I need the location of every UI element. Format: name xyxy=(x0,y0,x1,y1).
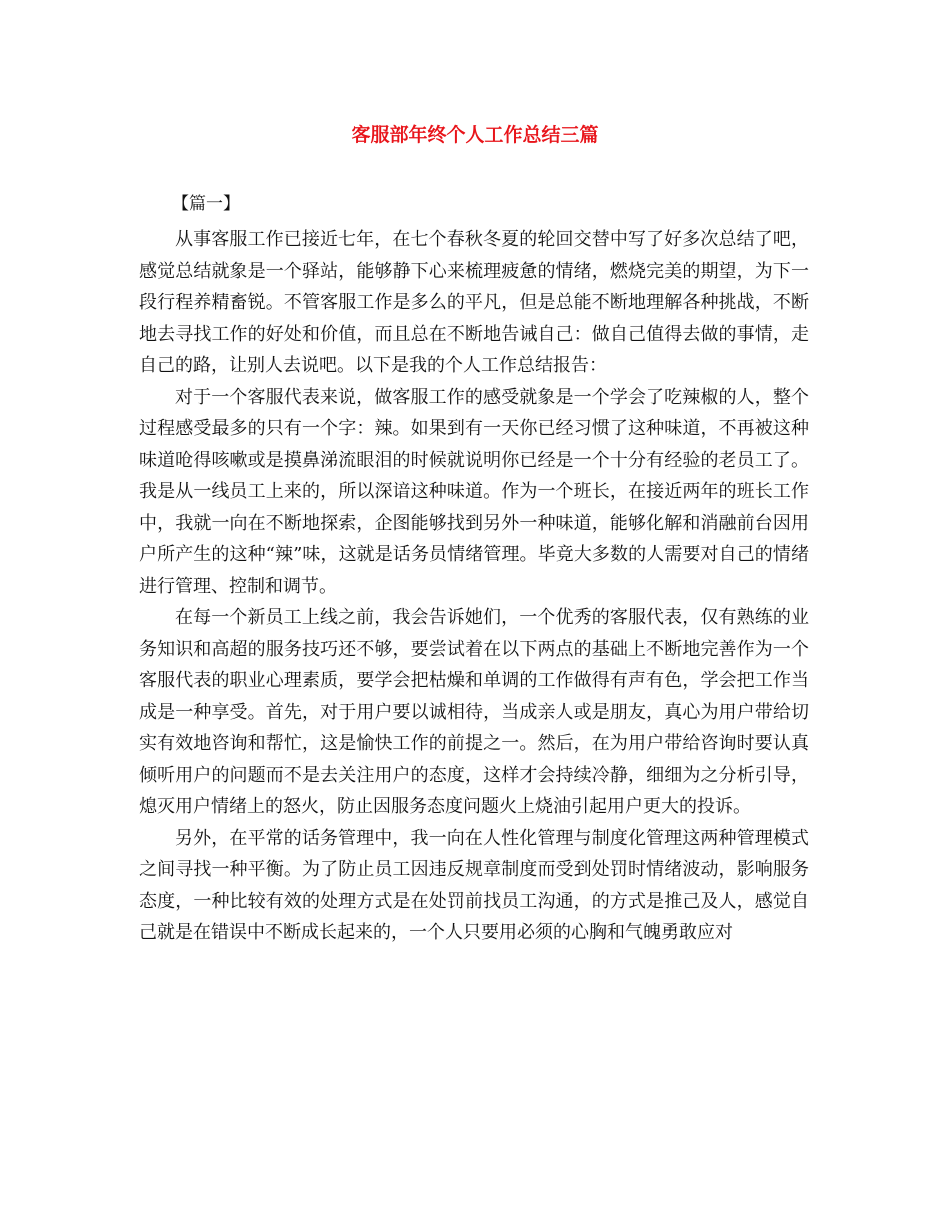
paragraph: 从事客服工作已接近七年，在七个春秋冬夏的轮回交替中写了好多次总结了吧，感觉总结就象是一个驿站，能够静下心来梳理疲惫的情绪，燃烧完美的期望，为下一段行程养精畜锐。不管客服工作是多么的平凡，但是总能不断地理解各种挑战，不断地去寻找工作的好处和价值，而且总在不断地告诫自己：做自己值得去做的事情，走自己的路，让别人去说吧。以下是我的个人工作总结报告： xyxy=(139,229,809,376)
document-body xyxy=(139,224,809,949)
paragraph: 对于一个客服代表来说，做客服工作的感受就象是一个学会了吃辣椒的人，整个过程感受最多的只有一个字：辣。如果到有一天你已经习惯了这种味道，不再被这种味道呛得咳嗽或是摸鼻涕流眼泪的时候就说明你已经是一个十分有经验的老员工了。我是从一线员工上来的，所以深谙这种味道。作为一个班长，在接近两年的班长工作中，我就一向在不断地探索，企图能够找到另外一种味道，能够化解和消融前台因用户所产生的这种“辣”味，这就是话务员情绪管理。毕竟大多数的人需要对自己的情绪进行管理、控制和调节。 xyxy=(139,386,809,597)
paragraph: 在每一个新员工上线之前，我会告诉她们，一个优秀的客服代表，仅有熟练的业务知识和高超的服务技巧还不够，要尝试着在以下两点的基础上不断地完善作为一个客服代表的职业心理素质，要学会把枯燥和单调的工作做得有声有色，学会把工作当成是一种享受。首先，对于用户要以诚相待，当成亲人或是朋友，真心为用户带给切实有效地咨询和帮忙，这是愉快工作的前提之一。然后，在为用户带给咨询时要认真倾听用户的问题而不是去关注用户的态度，这样才会持续冷静，细细为之分析引导，熄灭用户情绪上的怒火，防止因服务态度问题火上烧油引起用户更大的投诉。 xyxy=(139,607,809,817)
page-title: 客服部年终个人工作总结三篇 xyxy=(351,124,599,146)
section-label: 【篇一】 xyxy=(172,194,240,214)
paragraph: 另外，在平常的话务管理中，我一向在人性化管理与制度化管理这两种管理模式之间寻找一种平衡。为了防止员工因违反规章制度而受到处罚时情绪波动，影响服务态度，一种比较有效的处理方式是在处罚前找员工沟通，的方式是推己及人，感觉自己就是在错误中不断成长起来的，一个人只要用必须的心胸和气魄勇敢应对 xyxy=(139,827,809,943)
